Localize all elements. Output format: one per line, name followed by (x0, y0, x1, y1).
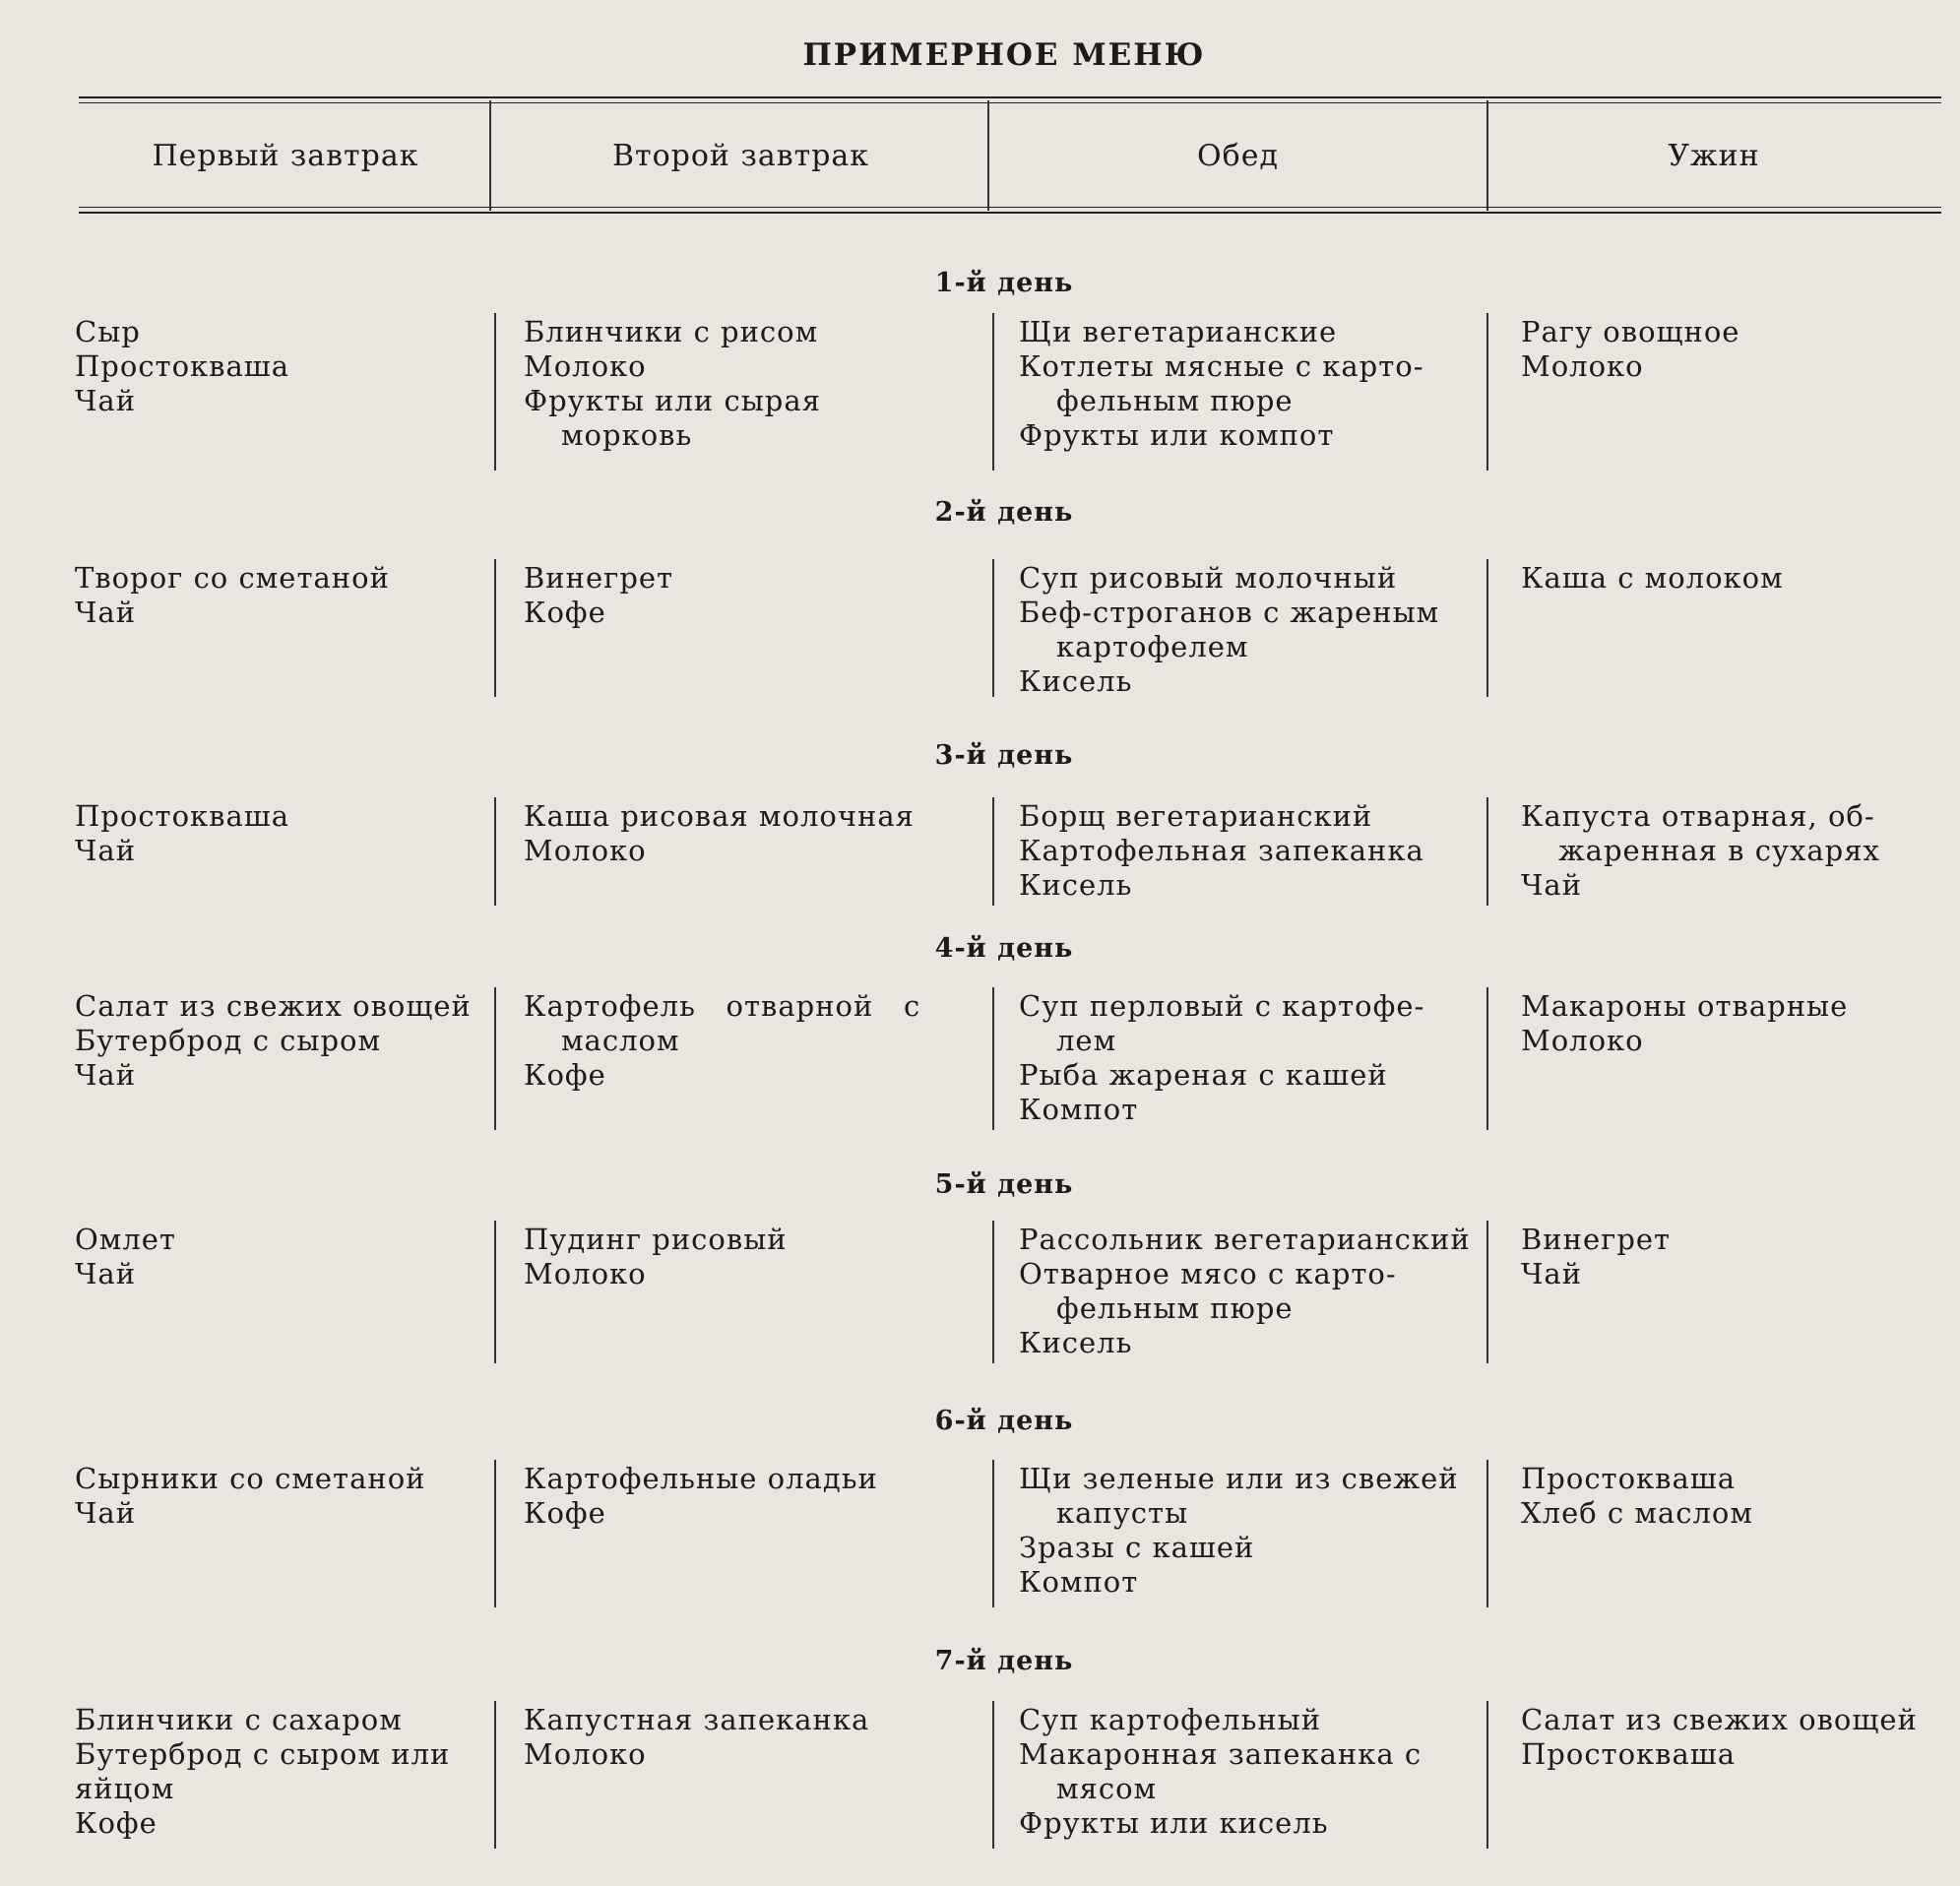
column-divider (1486, 797, 1488, 906)
column-header-breakfast1: Первый завтрак (152, 138, 419, 173)
menu-item: Чай (75, 1496, 137, 1530)
menu-item: Кофе (524, 596, 606, 629)
column-divider (1486, 1701, 1488, 1849)
menu-item: Чай (75, 1257, 137, 1290)
header-top-rule (79, 96, 1941, 98)
column-divider (992, 1701, 994, 1849)
menu-cell-breakfast1 (75, 315, 289, 418)
menu-item: Творог со сметаной (75, 561, 390, 595)
menu-cell-lunch (1019, 315, 1424, 453)
menu-item: Кисель (1019, 1326, 1133, 1359)
menu-cell-dinner (1521, 1703, 1918, 1772)
header-divider (987, 100, 989, 211)
day-label: 3-й день (934, 740, 1074, 771)
menu-cell-dinner (1521, 315, 1739, 384)
menu-item: Капустная запеканка (524, 1703, 870, 1736)
menu-item: Суп рисовый молочный (1019, 561, 1398, 595)
menu-cell-lunch (1019, 1703, 1422, 1841)
menu-cell-dinner (1521, 799, 1880, 903)
menu-item: жаренная в сухарях (1558, 834, 1880, 867)
menu-item: Отварное мясо с карто- (1019, 1257, 1397, 1290)
menu-item: Каша с молоком (1521, 561, 1784, 595)
menu-item: Простокваша (75, 349, 290, 383)
menu-item: Картофельная запеканка (1019, 834, 1424, 867)
menu-item: Молоко (524, 1257, 647, 1290)
column-divider (992, 797, 994, 906)
column-divider (494, 313, 496, 471)
menu-item: Картофель отварной с (524, 989, 921, 1023)
menu-item: Рыба жареная с кашей (1019, 1058, 1388, 1092)
menu-item: Борщ вегетарианский (1019, 799, 1373, 833)
column-divider (992, 313, 994, 471)
menu-item: фельным пюре (1056, 1291, 1294, 1325)
menu-item: Молоко (524, 1737, 647, 1771)
day-label: 7-й день (934, 1646, 1074, 1676)
menu-cell-breakfast2 (524, 315, 821, 453)
column-divider (1486, 313, 1488, 471)
day-label: 5-й день (934, 1169, 1074, 1200)
menu-cell-breakfast2 (524, 989, 920, 1093)
column-divider (494, 1221, 496, 1363)
header-bottom-rule (79, 207, 1941, 208)
menu-item: мясом (1056, 1772, 1158, 1805)
menu-item: Простокваша (1521, 1462, 1737, 1495)
menu-item: Чай (75, 596, 137, 629)
menu-item: Молоко (1521, 349, 1644, 383)
column-divider (494, 987, 496, 1130)
menu-cell-breakfast1 (75, 1223, 176, 1291)
menu-item: Простокваша (1521, 1737, 1737, 1771)
menu-item: Винегрет (524, 561, 674, 595)
menu-item: Кофе (524, 1058, 606, 1092)
day-label: 6-й день (934, 1406, 1074, 1436)
column-divider (992, 1221, 994, 1363)
menu-item: Хлеб с маслом (1521, 1496, 1753, 1530)
menu-item: яйцом (75, 1772, 175, 1805)
column-divider (992, 987, 994, 1130)
menu-item: Зразы с кашей (1019, 1531, 1255, 1564)
menu-item: фельным пюре (1056, 384, 1294, 417)
menu-item: Кисель (1019, 664, 1133, 698)
menu-item: Молоко (524, 349, 647, 383)
header-bottom-rule-outer (79, 212, 1941, 214)
menu-cell-breakfast1 (75, 1703, 450, 1841)
menu-cell-breakfast1 (75, 989, 472, 1093)
menu-item: Беф-строганов с жареным (1019, 596, 1440, 629)
menu-item: Сырники со сметаной (75, 1462, 426, 1495)
column-header-lunch: Обед (1197, 138, 1279, 173)
header-divider (1486, 100, 1488, 211)
menu-item: Компот (1019, 1093, 1139, 1126)
page-title: ПРИМЕРНОЕ МЕНЮ (802, 37, 1206, 73)
menu-item: Суп перловый с картофе- (1019, 989, 1425, 1023)
column-header-dinner: Ужин (1668, 138, 1760, 173)
menu-item: Бутерброд с сыром или (75, 1737, 451, 1771)
column-divider (992, 1460, 994, 1607)
menu-item: Суп картофельный (1019, 1703, 1322, 1736)
menu-cell-lunch (1019, 561, 1439, 699)
menu-item: Кисель (1019, 868, 1133, 902)
menu-cell-breakfast2 (524, 561, 673, 630)
menu-item: маслом (561, 1024, 680, 1057)
day-label: 1-й день (934, 268, 1074, 298)
menu-item: морковь (561, 418, 693, 452)
column-divider (494, 559, 496, 697)
menu-item: Каша рисовая молочная (524, 799, 915, 833)
menu-item: Фрукты или сырая (524, 384, 821, 417)
menu-cell-lunch (1019, 1223, 1471, 1360)
menu-item: лем (1056, 1024, 1117, 1057)
menu-item: Картофельные оладьи (524, 1462, 878, 1495)
menu-item: Кофе (75, 1806, 158, 1840)
menu-item: Блинчики с сахаром (75, 1703, 403, 1736)
menu-cell-breakfast1 (75, 1462, 426, 1531)
menu-item: Бутерброд с сыром (75, 1024, 382, 1057)
menu-item: Рагу овощное (1521, 315, 1740, 348)
menu-item: Кофе (524, 1496, 606, 1530)
menu-item: Салат из свежих овощей (1521, 1703, 1918, 1736)
day-label: 2-й день (934, 497, 1074, 528)
menu-item: Салат из свежих овощей (75, 989, 472, 1023)
column-divider (494, 1701, 496, 1849)
menu-item: Чай (75, 384, 137, 417)
menu-item: Котлеты мясные с карто- (1019, 349, 1424, 383)
menu-cell-breakfast1 (75, 799, 289, 868)
menu-cell-lunch (1019, 799, 1424, 903)
column-divider (494, 1460, 496, 1607)
menu-item: Чай (75, 1058, 137, 1092)
menu-item: Макароны отварные (1521, 989, 1849, 1023)
header-divider (489, 100, 491, 211)
menu-cell-breakfast2 (524, 1703, 869, 1772)
menu-item: Фрукты или компот (1019, 418, 1335, 452)
menu-item: Щи вегетарианские (1019, 315, 1338, 348)
menu-cell-lunch (1019, 989, 1424, 1127)
menu-item: Винегрет (1521, 1223, 1672, 1256)
menu-item: Молоко (1521, 1024, 1644, 1057)
menu-cell-breakfast2 (524, 1462, 878, 1531)
menu-item: картофелем (1056, 630, 1249, 663)
column-divider (494, 797, 496, 906)
menu-item: Сыр (75, 315, 141, 348)
menu-cell-breakfast2 (524, 1223, 788, 1291)
menu-item: капусты (1056, 1496, 1189, 1530)
menu-item: Чай (75, 834, 137, 867)
menu-cell-dinner (1521, 989, 1848, 1058)
menu-item: Пудинг рисовый (524, 1223, 788, 1256)
menu-cell-dinner (1521, 1462, 1753, 1531)
column-divider (1486, 987, 1488, 1130)
menu-item: Простокваша (75, 799, 290, 833)
menu-item: Молоко (524, 834, 647, 867)
menu-item: Омлет (75, 1223, 176, 1256)
column-divider (1486, 559, 1488, 697)
menu-cell-breakfast1 (75, 561, 390, 630)
column-divider (992, 559, 994, 697)
menu-cell-dinner (1521, 1223, 1671, 1291)
menu-item: Блинчики с рисом (524, 315, 819, 348)
menu-item: Щи зеленые или из свежей (1019, 1462, 1459, 1495)
column-divider (1486, 1221, 1488, 1363)
menu-item: Рассольник вегетарианский (1019, 1223, 1471, 1256)
menu-item: Капуста отварная, об- (1521, 799, 1875, 833)
column-header-breakfast2: Второй завтрак (611, 138, 870, 173)
menu-item: Чай (1521, 868, 1583, 902)
day-label: 4-й день (934, 933, 1074, 964)
menu-cell-breakfast2 (524, 799, 915, 868)
menu-item: Фрукты или кисель (1019, 1806, 1329, 1840)
menu-cell-lunch (1019, 1462, 1459, 1600)
menu-item: Макаронная запеканка с (1019, 1737, 1423, 1771)
menu-item: Чай (1521, 1257, 1583, 1290)
menu-cell-dinner (1521, 561, 1784, 596)
column-divider (1486, 1460, 1488, 1607)
menu-item: Компот (1019, 1565, 1139, 1599)
